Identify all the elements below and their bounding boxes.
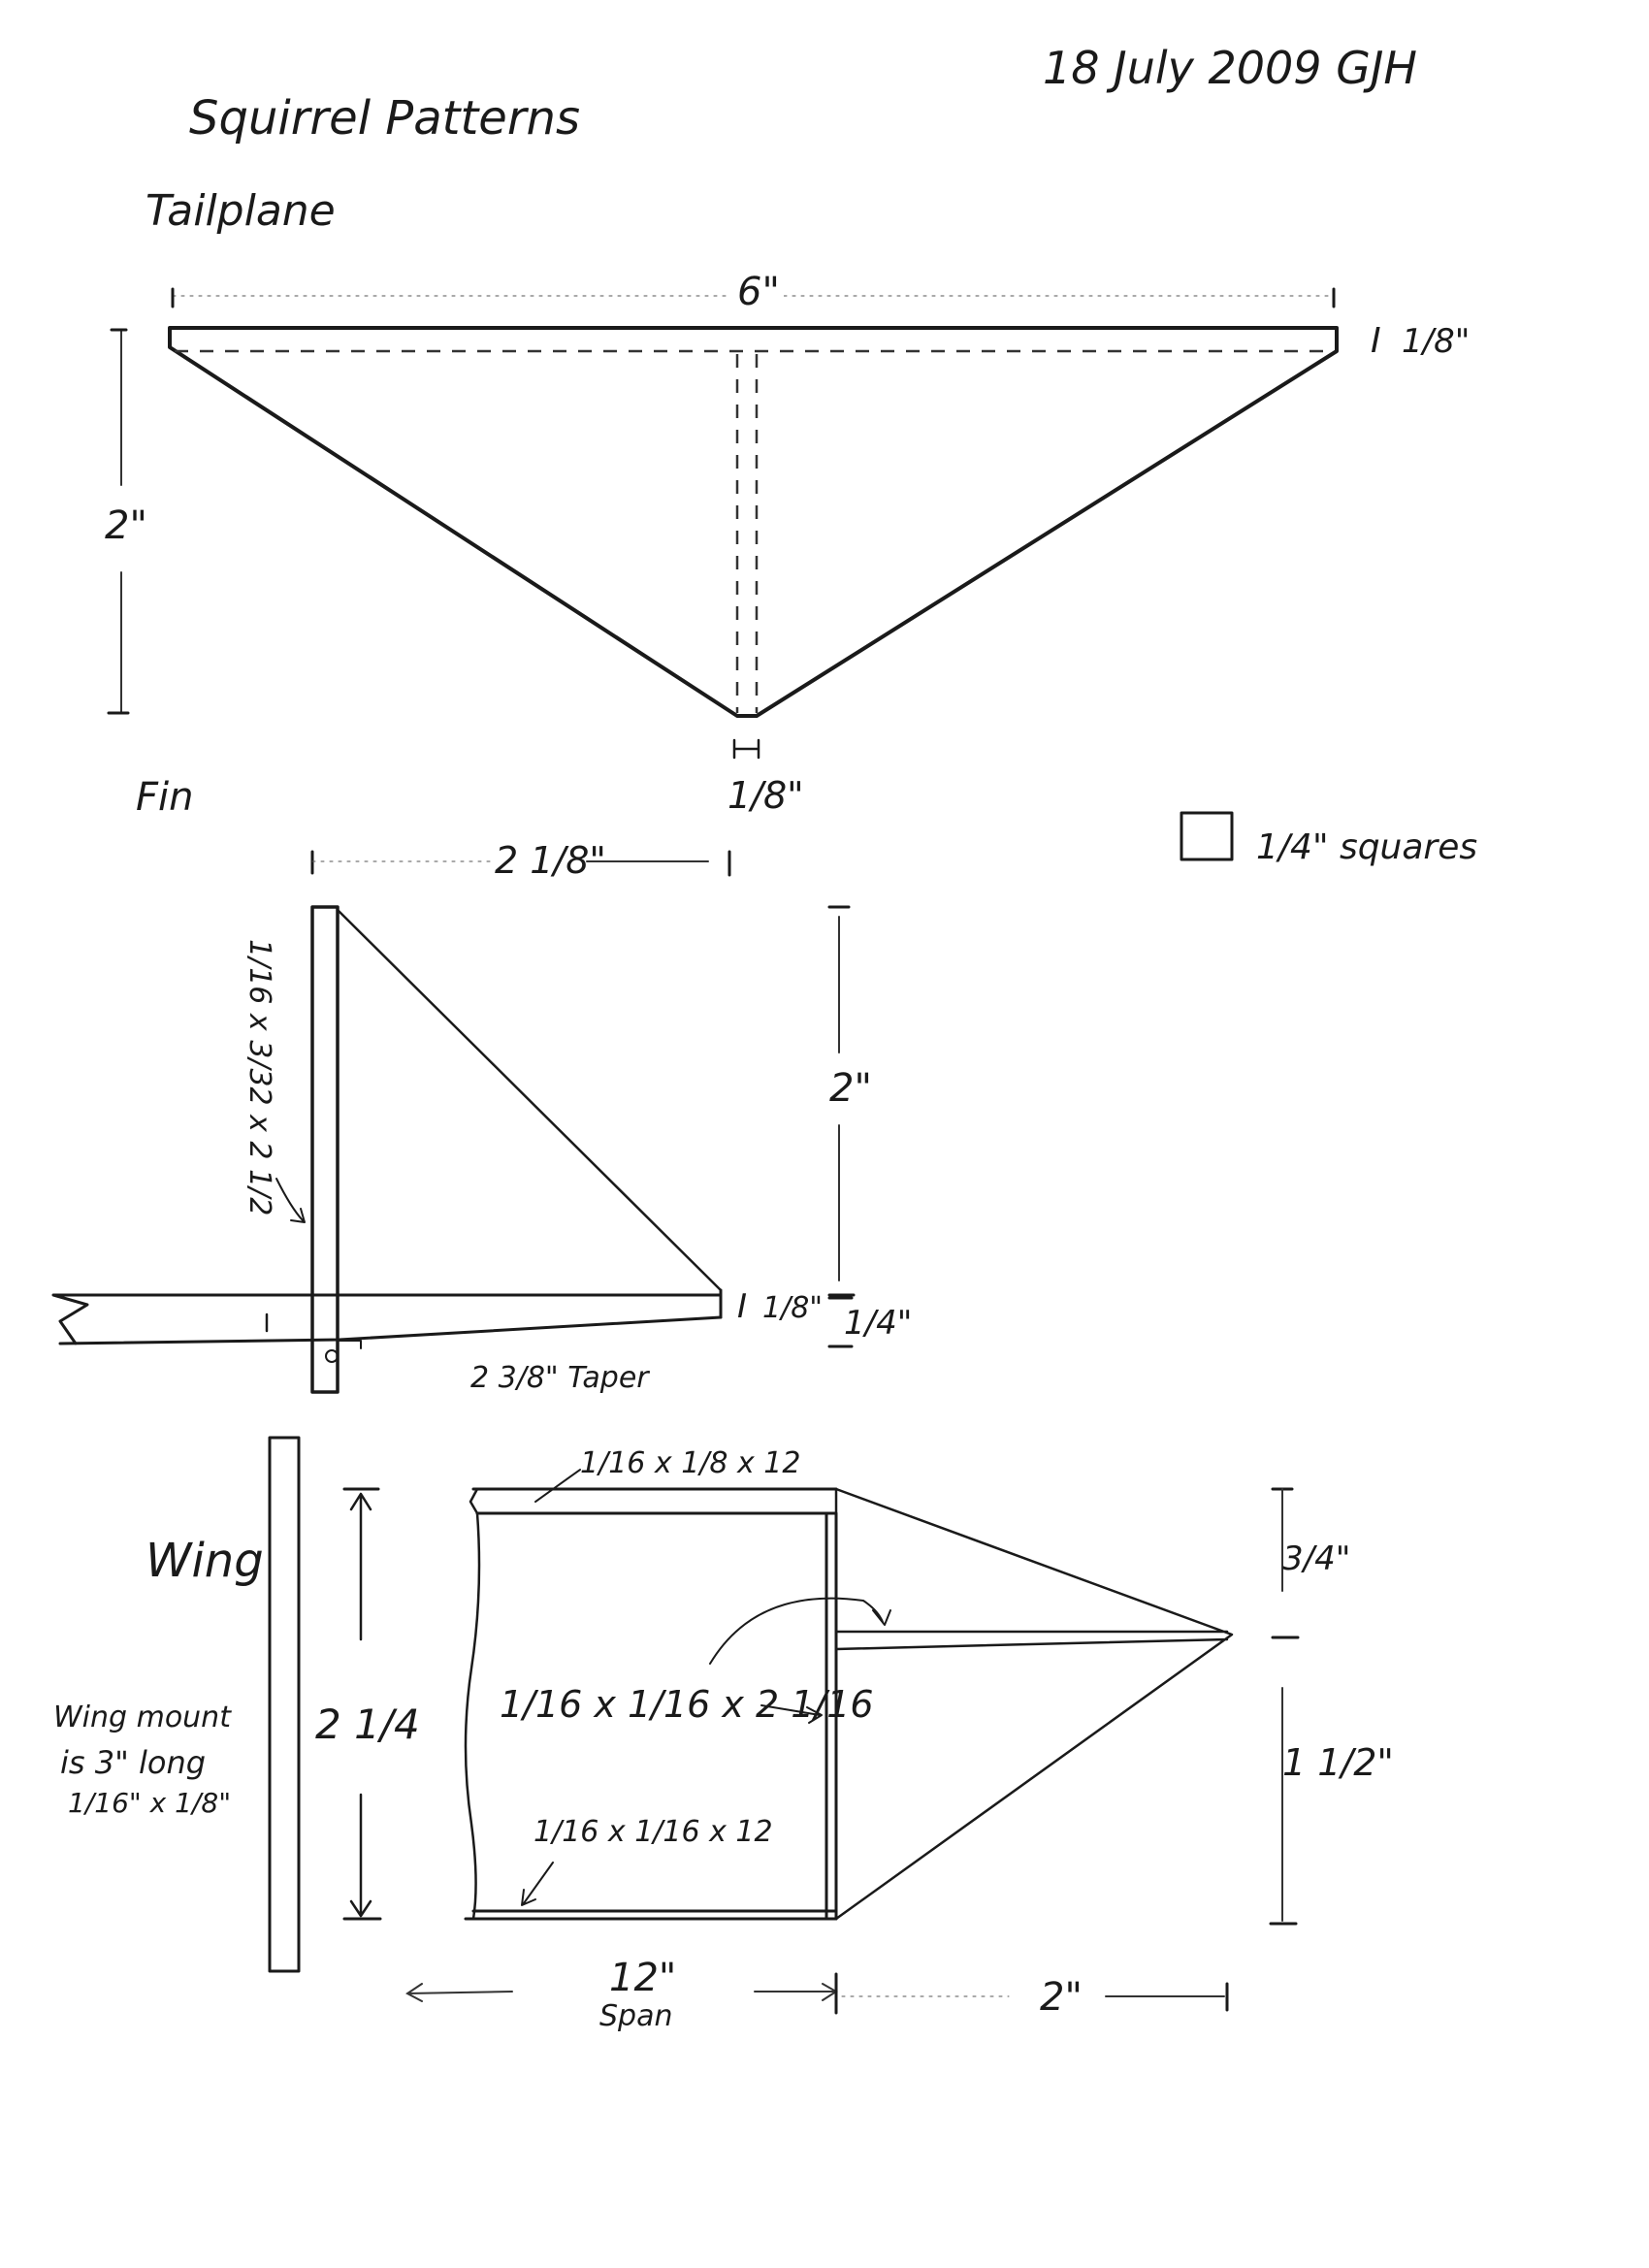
wing-bottom-spar <box>466 1911 836 1919</box>
fin-tip-width-marker: I <box>737 1287 748 1326</box>
wing-top-spar <box>473 1489 836 1513</box>
fin-post-arrow <box>276 1179 305 1222</box>
wing-root-edge <box>466 1489 479 1919</box>
wing-tip-outline <box>836 1489 1232 1919</box>
wing-tip-upper-label: 3/4" <box>1282 1539 1351 1578</box>
wing-label: Wing <box>146 1534 264 1588</box>
fin-base-label: 1/4" <box>844 1304 913 1343</box>
tailplane-outline <box>170 328 1337 716</box>
fin-leading-edge <box>338 910 721 1290</box>
fin-post-label: 1/16 x 3/32 x 2 1/2 <box>242 939 276 1216</box>
tailplane-tip-width-label: 1/8" <box>728 774 804 817</box>
page-title: Squirrel Patterns <box>189 91 580 146</box>
fin-section <box>53 775 912 1395</box>
wing-tip-lower-label: 1 1/2" <box>1282 1741 1394 1784</box>
wing-span-word: Span <box>599 1999 673 2033</box>
tailplane-section <box>105 186 1470 817</box>
tailplane-edge-width-label: 1/8" <box>1402 322 1471 361</box>
wing-mount-line2: is 3" long <box>60 1744 207 1781</box>
grid-square <box>1181 813 1232 859</box>
fin-height-label: 2" <box>829 1066 872 1111</box>
wing-chord-dimension <box>351 1494 371 1639</box>
wing-mount-line1: Wing mount <box>53 1701 231 1734</box>
wing-chord-label: 2 1/4 <box>315 1701 420 1748</box>
tailplane-span-label: 6" <box>737 270 780 314</box>
tailplane-label: Tailplane <box>146 186 336 236</box>
wing-top-spar-label: 1/16 x 1/8 x 12 <box>580 1446 801 1480</box>
fin-fuselage-stub <box>53 1295 721 1344</box>
fin-width-label: 2 1/8" <box>495 839 606 882</box>
wing-mount-line3: 1/16" x 1/8" <box>68 1787 232 1819</box>
date-author: 18 July 2009 GJH <box>1043 42 1417 94</box>
wing-mount-strip <box>270 1438 299 1971</box>
wing-section <box>53 1438 1394 2033</box>
wing-bottom-spar-label: 1/16 x 1/16 x 12 <box>534 1815 773 1849</box>
tailplane-chord-label: 2" <box>105 503 147 548</box>
wing-tip-length-label: 2" <box>1040 1975 1083 2020</box>
grid-legend <box>1181 813 1477 867</box>
tailplane-tip-dimension <box>734 740 759 758</box>
fin-post <box>312 907 338 1392</box>
tailplane-edge-width-marker: I <box>1371 321 1381 361</box>
fin-label: Fin <box>136 775 194 820</box>
wing-rib-label: 1/16 x 1/16 x 2 1/16 <box>500 1683 874 1726</box>
wing-span-value: 12" <box>609 1956 677 2000</box>
grid-legend-label: 1/4" squares <box>1256 827 1478 867</box>
fin-tip-width-label: 1/8" <box>762 1291 824 1325</box>
fin-taper-label: 2 3/8" Taper <box>470 1361 649 1395</box>
